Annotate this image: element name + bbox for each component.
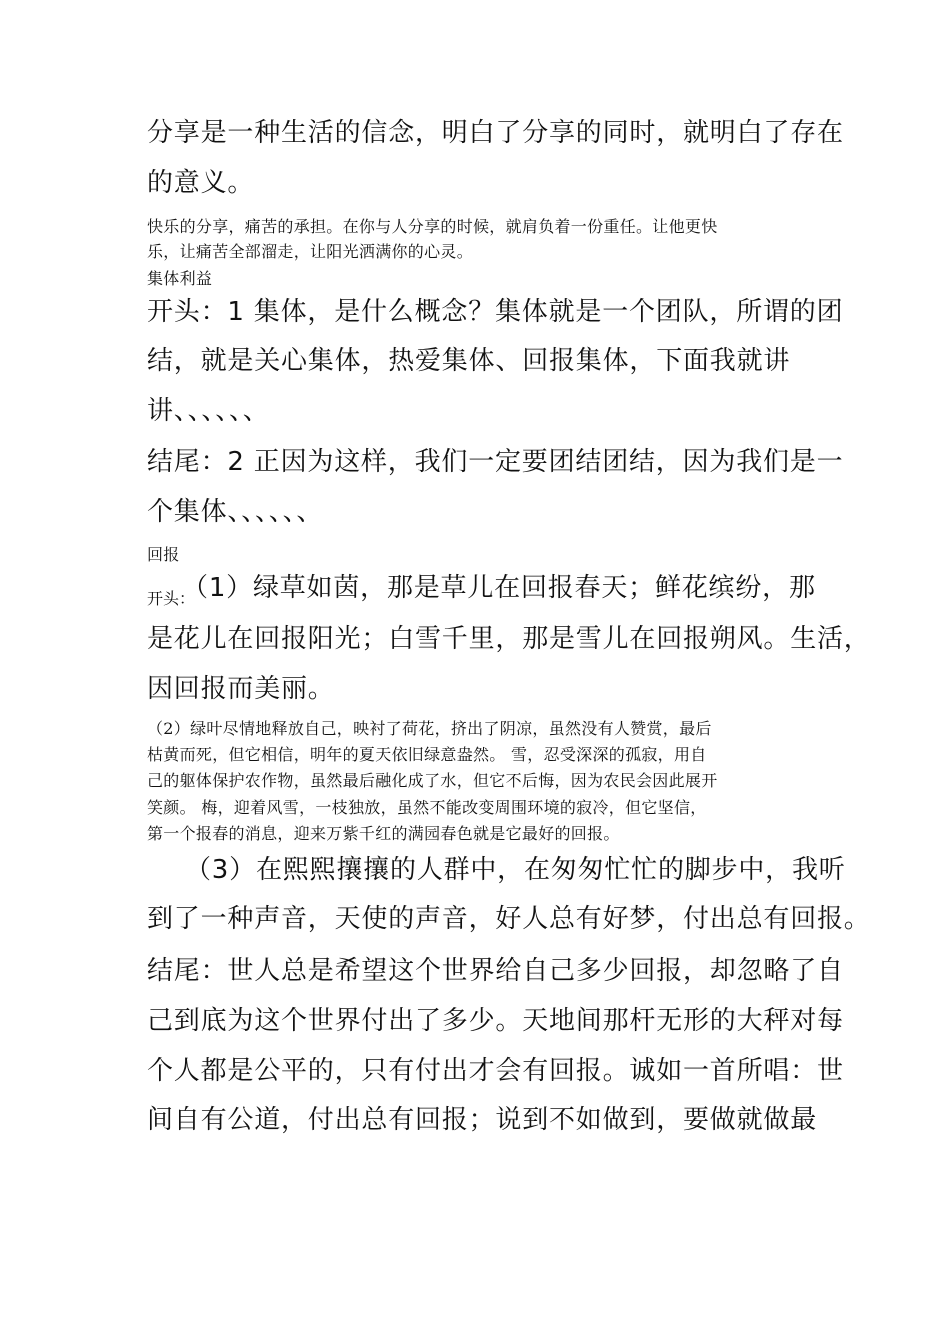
text-line: 讲、、、、、、 — [147, 396, 270, 426]
text-line: 结尾：世人总是希望这个世界给自己多少回报，却忽略了自 — [147, 956, 844, 986]
text-line: 开头：1 集体，是什么概念？集体就是一个团队，所谓的团 — [147, 297, 844, 327]
section-heading: 回报 — [147, 545, 180, 564]
text-line: 己的躯体保护农作物，虽然最后融化成了水，但它不后悔，因为农民会因此展开 — [147, 771, 718, 790]
text-line: 己到底为这个世界付出了多少。天地间那杆无形的大秤对每 — [147, 1006, 844, 1036]
text-line: 快乐的分享，痛苦的承担。在你与人分享的时候，就肩负着一份重任。让他更快 — [147, 217, 718, 236]
text-line: 间自有公道，付出总有回报；说到不如做到，要做就做最 — [147, 1105, 818, 1135]
line-prefix: 开头： — [147, 589, 196, 608]
text-line: 分享是一种生活的信念，明白了分享的同时，就明白了存在 — [147, 118, 844, 148]
text-line: 的意义。 — [147, 168, 255, 198]
text-line: 个人都是公平的，只有付出才会有回报。诚如一首所唱：世 — [147, 1056, 844, 1086]
text-line: 第一个报春的消息，迎来万紫千红的满园春色就是它最好的回报。 — [147, 824, 620, 843]
text-line: （2）绿叶尽情地释放自己，映衬了荷花，挤出了阴凉，虽然没有人赞赏，最后 — [147, 719, 712, 738]
text-line: 结尾：2 正因为这样，我们一定要团结团结，因为我们是一 — [147, 447, 844, 477]
section-heading: 集体利益 — [147, 269, 213, 288]
text-line: 结，就是关心集体，热爱集体、回报集体，下面我就讲 — [147, 346, 791, 376]
text-line: 乐，让痛苦全部溜走，让阳光洒满你的心灵。 — [147, 242, 474, 261]
text-line — [147, 573, 816, 608]
text-line: 到了一种声音，天使的声音，好人总有好梦，付出总有回报。 — [147, 904, 871, 934]
text-line: 枯黄而死，但它相信，明年的夏天依旧绿意盎然。 雪，忍受深深的孤寂，用自 — [147, 745, 707, 764]
line-body: （1）绿草如茵，那是草儿在回报春天；鲜花缤纷，那 — [195, 573, 816, 603]
text-line: 笑颜。 梅，迎着风雪，一枝独放，虽然不能改变周围环境的寂冷，但它坚信， — [147, 798, 707, 817]
text-line: （3）在熙熙攘攘的人群中，在匆匆忙忙的脚步中，我听 — [185, 855, 846, 885]
text-line: 个集体、、、、、、 — [147, 497, 324, 527]
text-line: 因回报而美丽。 — [147, 674, 335, 704]
text-line: 是花儿在回报阳光；白雪千里，那是雪儿在回报朔风。生活， — [147, 624, 871, 654]
